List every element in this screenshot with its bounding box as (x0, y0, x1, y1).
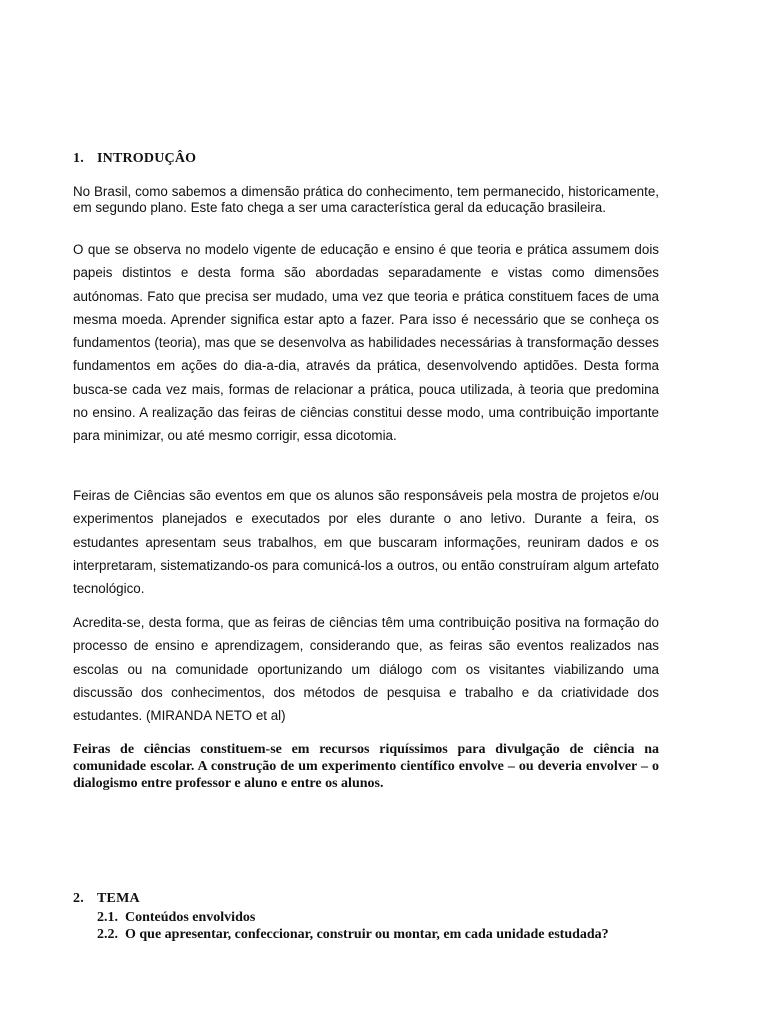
subsection-2-2-text: O que apresentar, confeccionar, construir ou montar, em cada unidade estudada? (125, 927, 609, 942)
section-1-heading (73, 151, 196, 167)
subsection-2-1-text: Conteúdos envolvidos (125, 910, 256, 925)
section-1-number: 1. (73, 151, 84, 166)
section-2-number: 2. (73, 891, 84, 906)
section-1-title: INTRODUÇÂO (97, 151, 197, 166)
subsection-2-1-number: 2.1. (97, 910, 118, 925)
paragraph-2: O que se observa no modelo vigente de educação e ensino é que teoria e prática assumem dois papeis distintos e desta forma são abordadas separadamente e vistas como dimensões autónomas. Fato que precisa ser mudado, uma vez que teoria e prática constituem faces de uma mesma moeda. Aprender significa estar apto a fazer. Para isso é necessário que se conheça os fundamentos (teoria), mas que se desenvolva as habilidades necessárias à transformação desses fundamentos em ações do dia-a-dia, através da prática, desenvolvendo aptidões. Desta forma busca-se cada vez mais, formas de relacionar a prática, pouca utilizada, à teoria que predomina no ensino. A realização das feiras de ciências constitui desse modo, uma contribuição importante para minimizar, ou até mesmo corrigir, essa dicotomia. (73, 242, 659, 444)
paragraph-5-bold: Feiras de ciências constituem-se em recursos riquíssimos para divulgação de ciência na comunidade escolar. A construção de um experimento científico envolve – ou deveria envolver – o dialogismo entre professor e aluno e entre os alunos. (73, 742, 659, 791)
subsection-2-1 (97, 909, 659, 926)
subsection-2-2-number: 2.2. (97, 927, 118, 942)
subsection-2-2 (97, 926, 659, 943)
paragraph-1: No Brasil, como sabemos a dimensão prática do conhecimento, tem permanecido, historicamente, em segundo plano. Este fato chega a ser uma característica geral da educação brasileira. (73, 184, 659, 215)
paragraph-3: Feiras de Ciências são eventos em que os alunos são responsáveis pela mostra de projetos e/ou experimentos planejados e executados por eles durante o ano letivo. Durante a feira, os estudantes apresentam seus trabalhos, em que buscaram informações, reuniram dados e os interpretaram, sistematizando-os para comunicá-los a outros, ou então construíram algum artefato tecnológico. (73, 488, 659, 597)
section-2-heading (73, 891, 140, 907)
section-2-title: TEMA (97, 891, 140, 906)
paragraph-4: Acredita-se, desta forma, que as feiras de ciências têm uma contribuição positiva na formação do processo de ensino e aprendizagem, considerando que, as feiras são eventos realizados nas escolas ou na comunidade oportunizando um diálogo com os visitantes viabilizando uma discussão dos conhecimentos, dos métodos de pesquisa e trabalho e da criatividade dos estudantes. (MIRANDA NETO et al) (73, 615, 659, 724)
